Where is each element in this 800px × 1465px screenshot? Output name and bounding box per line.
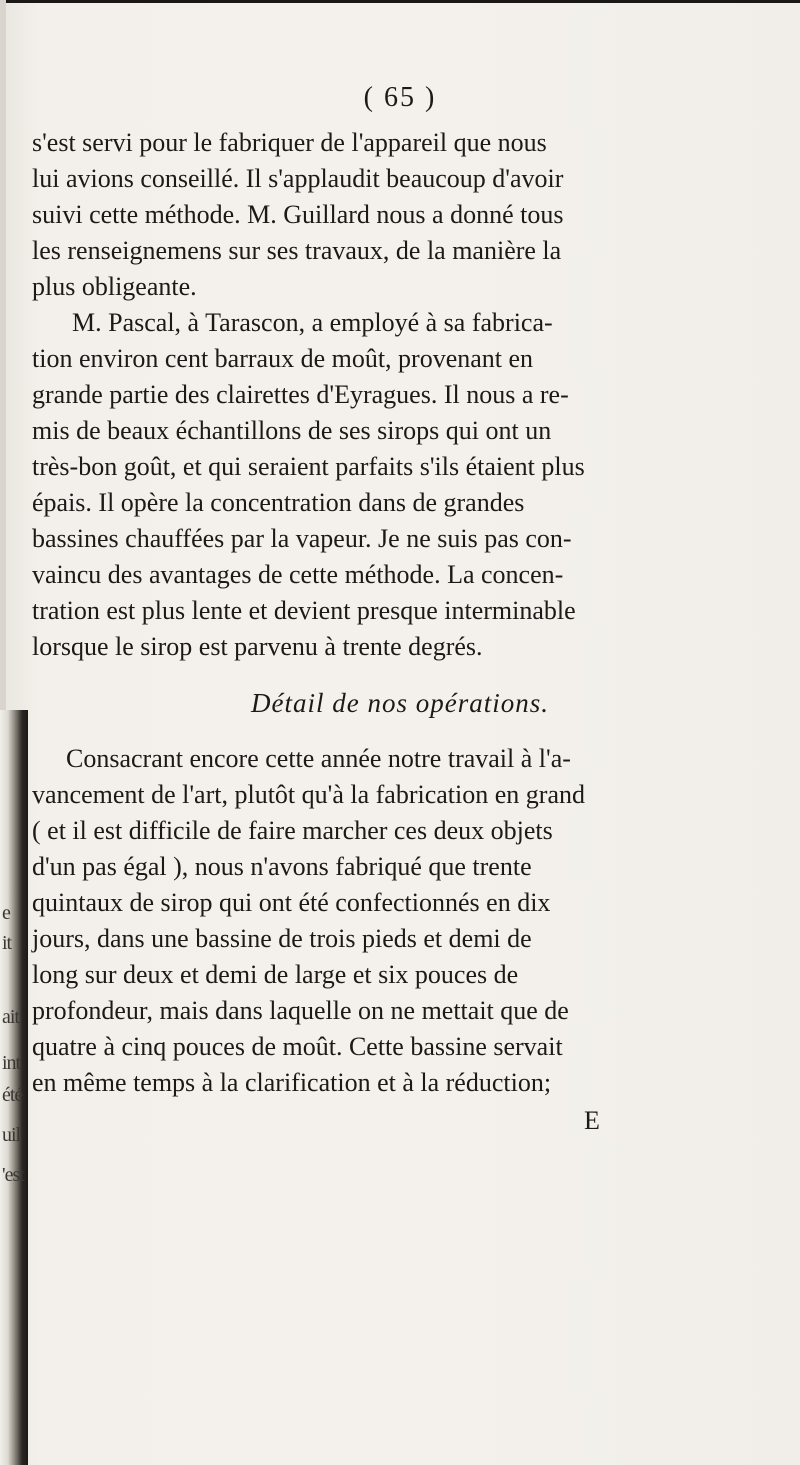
text-line: mis de beaux échantillons de ses sirops qui ont un [32,416,552,445]
signature-mark: E [584,1106,600,1135]
text-line: vancement de l'art, plutôt qu'à la fabrication en grand [32,780,585,809]
bleed-through-text: e [2,902,10,924]
text-line: les renseignemens sur ses travaux, de la manière la [32,236,562,265]
bleed-through-text: int [2,1052,21,1074]
bleed-through-text: ait [2,1006,19,1028]
text-line: d'un pas égal ), nous n'avons fabriqué que trente [32,852,532,881]
text-line: tion environ cent barraux de moût, provenant en [32,344,534,373]
text-line: lui avions conseillé. Il s'applaudit beaucoup d'avoir [32,164,564,193]
text-line: ( et il est difficile de faire marcher ces deux objets [32,816,553,845]
bleed-through-text: été [2,1084,23,1106]
page-number: ( 65 ) [363,82,437,113]
text-line: tration est plus lente et devient presque interminable [32,596,576,625]
text-line: M. Pascal, à Tarascon, a employé à sa fabrica- [72,308,553,337]
text-line: vaincu des avantages de cette méthode. La concen- [32,560,564,589]
bleed-through-text: 'est [2,1164,24,1186]
text-line: jours, dans une bassine de trois pieds et demi de [32,924,532,953]
text-line: épais. Il opère la concentration dans de grandes [32,488,525,517]
text-line: Consacrant encore cette année notre travail à l'a- [66,744,571,773]
text-line: quintaux de sirop qui ont été confectionnés en dix [32,888,551,917]
top-rule [0,0,800,3]
text-line: plus obligeante. [32,272,197,301]
text-line: très-bon goût, et qui seraient parfaits s'ils étaient plus [32,452,585,481]
text-line: lorsque le sirop est parvenu à trente degrés. [32,632,483,661]
text-line: bassines chauffées par la vapeur. Je ne suis pas con- [32,524,572,553]
text-line: en même temps à la clarification et à la réduction; [32,1068,552,1097]
text-line: long sur deux et demi de large et six pouces de [32,960,519,989]
section-heading: Détail de nos opérations. [251,688,549,718]
bleed-through-text: uil [2,1124,21,1146]
text-line: profondeur, mais dans laquelle on ne mettait que de [32,996,569,1025]
text-line: suivi cette méthode. M. Guillard nous a donné tous [32,200,564,229]
text-line: grande partie des clairettes d'Eyragues. Il nous a re- [32,380,569,409]
text-line: quatre à cinq pouces de moût. Cette bassine servait [32,1032,563,1061]
text-line: s'est servi pour le fabriquer de l'appareil que nous [32,128,547,157]
bleed-through-text: it [2,932,12,954]
